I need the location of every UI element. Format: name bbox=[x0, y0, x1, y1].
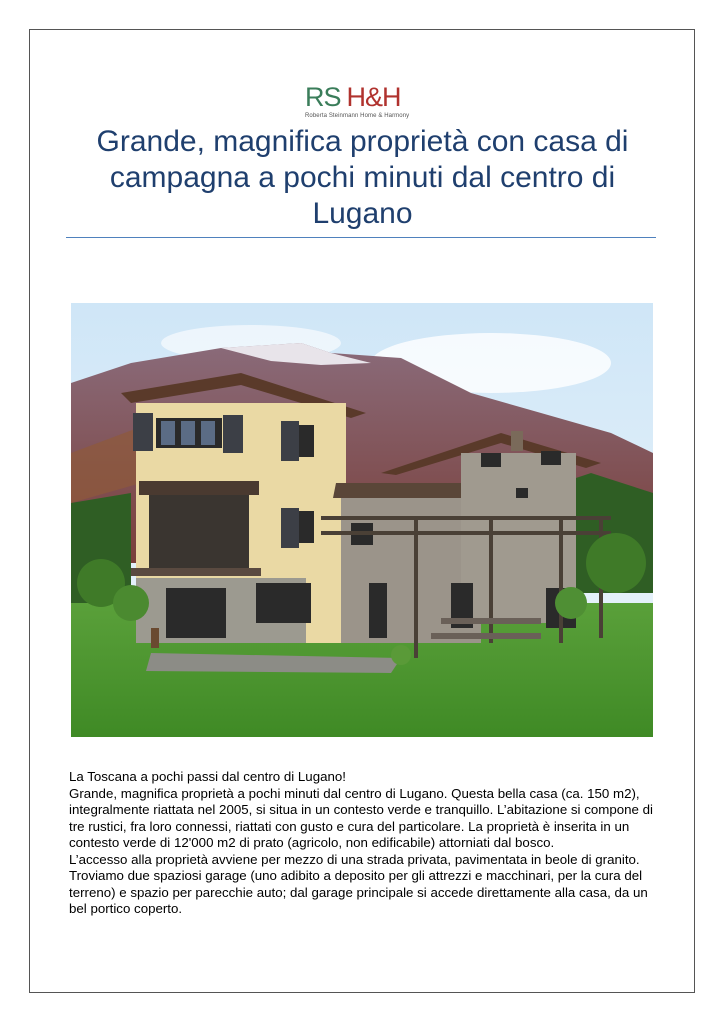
logo-rs: RS bbox=[305, 82, 341, 112]
title-divider bbox=[66, 237, 656, 238]
description-paragraph-2: L’accesso alla proprietà avviene per mezzo di una strada privata, pavimentata in beole di granito. Troviamo due spaziosi garage (uno adibito a deposito per gli attrezzi e macchinari, per la cura del terreno) e spazio per parecchie auto; dal garage principale si accede direttamente alla casa, da un bel portico coperto. bbox=[69, 851, 648, 916]
logo-mark bbox=[305, 84, 425, 111]
logo-tagline: Roberta Steinmann Home & Harmony bbox=[305, 113, 410, 119]
intro-line: La Toscana a pochi passi dal centro di Lugano! bbox=[69, 769, 346, 784]
page-title: Grande, magnifica proprietà con casa di campagna a pochi minuti dal centro di Lugano bbox=[96, 125, 629, 230]
logo-hh: H&H bbox=[346, 82, 401, 112]
description-text bbox=[69, 769, 659, 918]
company-logo bbox=[305, 84, 425, 124]
description-paragraph-1: Grande, magnifica proprietà a pochi minuti dal centro di Lugano. Questa bella casa (ca. 150 m2), integralmente riattata nel 2005, si situa in un contesto verde e tranquillo. L’abitazione si compone di tre rustici, fra loro connessi, riattati con gusto e cura del particolare. La proprietà è inserita in un contesto verde di 12'000 m2 di prato (agricolo, non edificabile) attorniati dal bosco. bbox=[69, 785, 653, 850]
house-photo bbox=[71, 303, 653, 737]
